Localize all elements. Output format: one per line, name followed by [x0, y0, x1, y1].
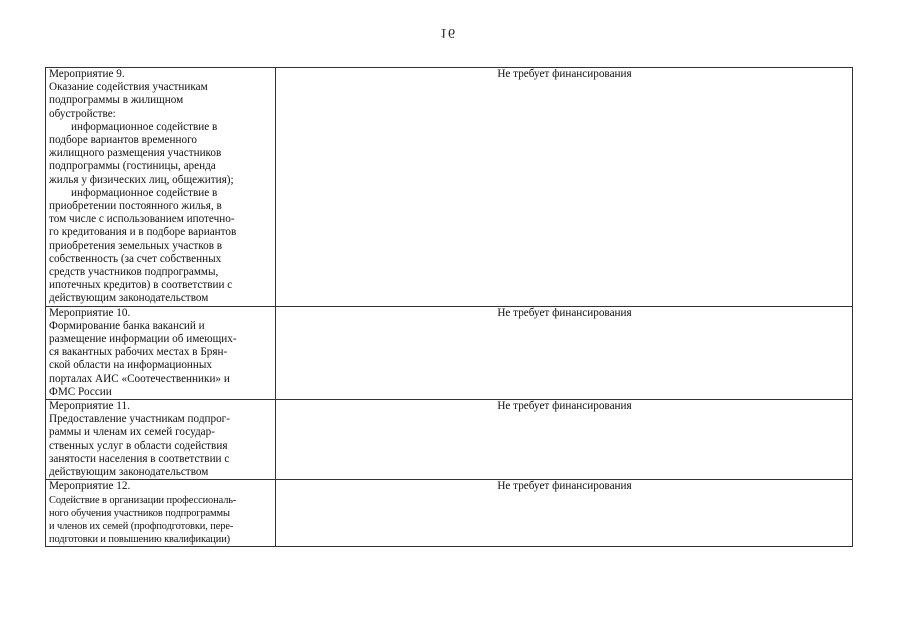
- financing-status: Не требует финансирования: [497, 306, 632, 319]
- event-description-line: раммы и членам их семей государ-: [49, 426, 215, 439]
- event-description-line: размещение информации об имеющих-: [49, 333, 237, 346]
- table-row: [46, 306, 853, 399]
- financing-cell: [276, 306, 853, 399]
- event-description-line: Предоставление участникам подпрог-: [49, 413, 230, 426]
- event-description-line: жилья у физических лиц, общежития);: [49, 173, 234, 186]
- table-row: [46, 68, 853, 307]
- event-description-line: обустройстве:: [49, 107, 116, 120]
- event-title: Мероприятие 10.: [49, 306, 131, 319]
- event-description-line: Формирование банка вакансий и: [49, 319, 205, 332]
- event-description-line: подготовки и повышению квалификации): [49, 534, 231, 546]
- measures-table: [45, 67, 853, 547]
- event-cell: [46, 68, 276, 307]
- event-description-line: ФМС России: [49, 385, 112, 398]
- financing-cell: [276, 480, 853, 547]
- event-title: Мероприятие 12.: [49, 480, 131, 493]
- event-description-line: информационное содействие в: [71, 186, 218, 199]
- event-description-line: подпрограммы (гостиницы, аренда: [49, 160, 216, 173]
- financing-status: Не требует финансирования: [497, 68, 632, 80]
- financing-status: Не требует финансирования: [497, 480, 632, 493]
- event-description-line: действующим законодательством: [49, 466, 209, 479]
- event-description-line: информационное содействие в: [71, 120, 218, 133]
- event-title: Мероприятие 9.: [49, 68, 125, 80]
- event-description-line: ного обучения участников подпрограммы: [49, 507, 230, 519]
- event-description-line: том числе с использованием ипотечно-: [49, 213, 235, 226]
- event-description-line: приобретении постоянного жилья, в: [49, 200, 222, 213]
- event-description-line: ственных услуг в области содействия: [49, 439, 228, 452]
- event-cell: [46, 400, 276, 480]
- event-cell: [46, 306, 276, 399]
- table-row: [46, 400, 853, 480]
- financing-cell: [276, 68, 853, 307]
- event-description-line: занятости населения в соответствии с: [49, 452, 230, 465]
- event-description-line: подборе вариантов временного: [49, 134, 197, 147]
- event-description-line: средств участников подпрограммы,: [49, 266, 219, 279]
- event-description-line: ся вакантных рабочих местах в Брян-: [49, 346, 228, 359]
- financing-cell: [276, 400, 853, 480]
- page-number: 16: [440, 25, 456, 40]
- financing-status: Не требует финансирования: [497, 400, 632, 413]
- event-description-line: жилищного размещения участников: [49, 147, 222, 160]
- event-description-line: Содействие в организации профессиональ-: [49, 494, 237, 506]
- event-description-line: действующим законодательством: [49, 292, 209, 305]
- table-row: [46, 480, 853, 547]
- event-description-line: собственность (за счет собственных: [49, 252, 222, 265]
- event-description-line: приобретения земельных участков в: [49, 239, 223, 252]
- event-cell: [46, 480, 276, 547]
- event-description-line: ской области на информационных: [49, 359, 213, 372]
- event-description-line: подпрограммы в жилищном: [49, 94, 184, 107]
- event-description-line: ипотечных кредитов) в соответствии с: [49, 279, 233, 292]
- event-description-line: го кредитования и в подборе вариантов: [49, 226, 237, 239]
- event-title: Мероприятие 11.: [49, 400, 130, 413]
- event-description-line: и членов их семей (профподготовки, пере-: [49, 520, 234, 532]
- event-description-line: Оказание содействия участникам: [49, 81, 208, 94]
- event-description-line: порталах АИС «Соотечественники» и: [49, 372, 230, 385]
